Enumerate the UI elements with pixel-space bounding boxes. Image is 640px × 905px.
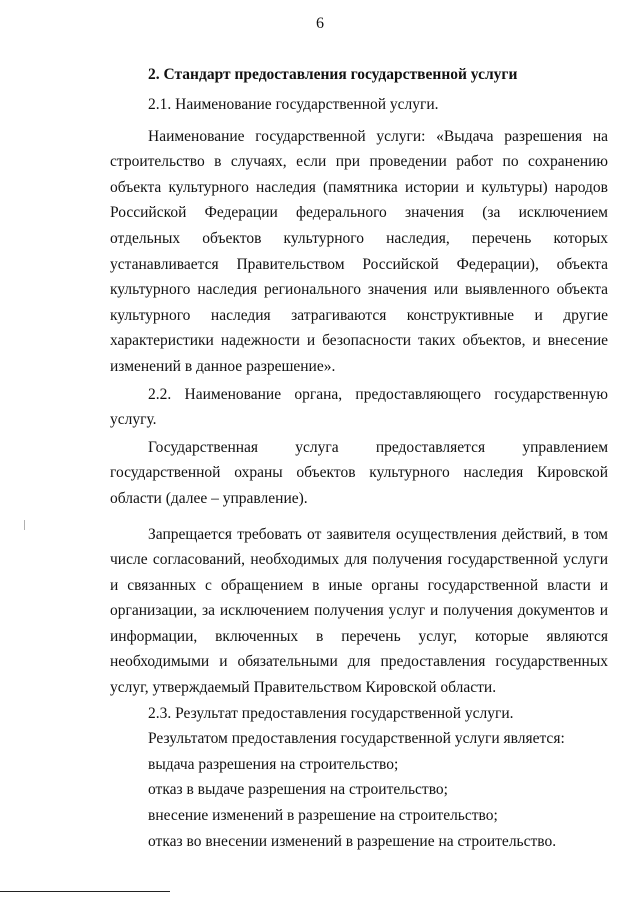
- subsection-2-1-text: Наименование государственной услуги: «Выдача разрешения на строительство в случаях, если при проведении работ по сохранению объекта культурного наследия (памятника истории и культуры) народов Российской Федерации федерального значения (за исключением отдельных объектов культурного наследия, перечень которых устанавливается Правительством Российской Федерации), объекта культурного наследия регионального значения или выявленного объекта культурного наследия затрагиваются конструктивные и другие характеристики надежности и безопасности таких объектов, и внесение изменений в данное разрешение».: [110, 127, 608, 375]
- subsection-2-2-text-1: Государственная услуга предоставляется управлением государственной охраны объектов культурного наследия Кировской области (далее – управление).: [110, 438, 608, 507]
- subsection-2-2-text-2: Запрещается требовать от заявителя осуществления действий, в том числе согласований, необходимых для получения государственной услуги и связанных с обращением в иные органы государственной власти и организации, за исключением получения услуг и получения документов и информации, включенных в перечень услуг, которые являются необходимыми и обязательными для предоставления государственных услуг, утверждаемый Правительством Кировской области.: [110, 525, 608, 697]
- result-list-item: выдача разрешения на строительство;: [148, 755, 399, 773]
- section-title: 2. Стандарт предоставления государственной услуги: [148, 66, 518, 83]
- document-body: [110, 63, 608, 854]
- subsection-2-2-heading: 2.2. Наименование органа, предоставляющего государственную услугу.: [110, 385, 608, 429]
- margin-mark: [24, 520, 25, 530]
- result-list-item: внесение изменений в разрешение на строительство;: [148, 807, 498, 825]
- result-list-item: отказ в выдаче разрешения на строительство;: [148, 781, 448, 799]
- footnote-rule: [0, 891, 170, 892]
- subsection-2-3-heading: 2.3. Результат предоставления государственной услуги.: [148, 704, 514, 722]
- page-number: 6: [316, 15, 324, 32]
- subsection-2-1-heading: 2.1. Наименование государственной услуги.: [148, 96, 439, 113]
- result-list-item: отказ во внесении изменений в разрешение на строительство.: [148, 832, 557, 850]
- subsection-2-3-intro: Результатом предоставления государственной услуги является:: [148, 730, 565, 748]
